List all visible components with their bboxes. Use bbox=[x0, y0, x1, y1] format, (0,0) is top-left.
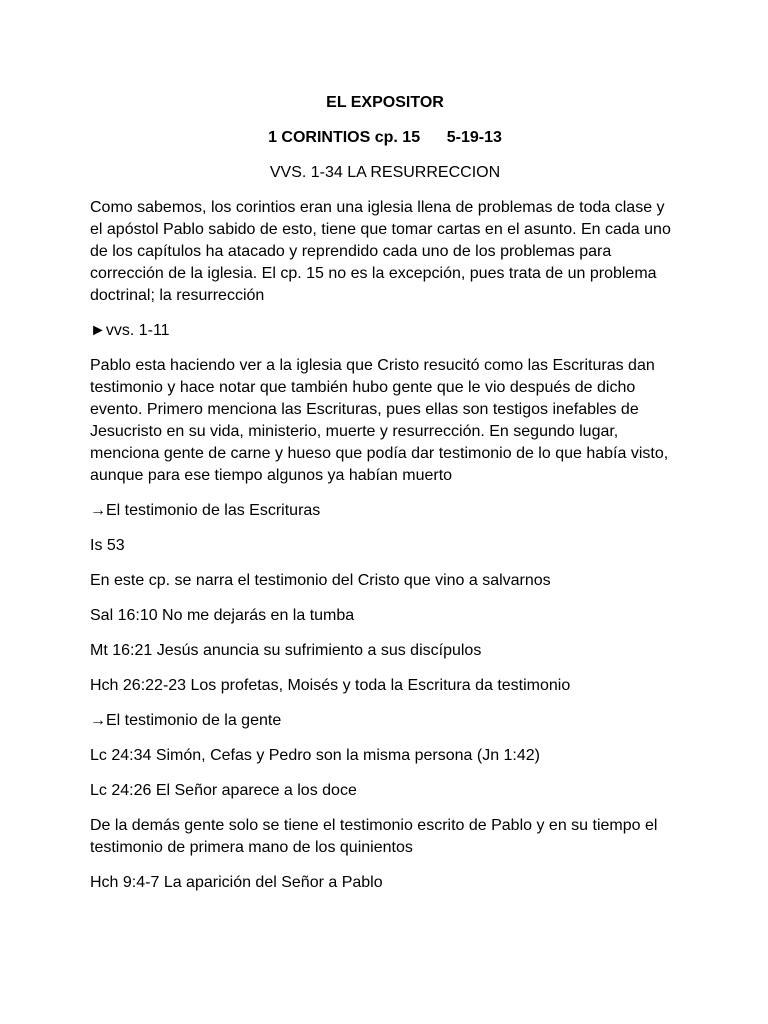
explanation-paragraph: Pablo esta haciendo ver a la iglesia que Cristo resucitó como las Escrituras dan testimonio y hace notar que también hubo gente que le vio después de dicho evento. Primero menciona las Escrituras, pues ellas son testigos inefables de Jesucristo en su vida, ministerio, muerte y resurrección. En segundo lugar, menciona gente de carne y hueso que podía dar testimonio de lo que había visto, aunque para ese tiempo algunos ya habían muerto bbox=[90, 357, 669, 484]
verses-marker: ►vvs. 1-11 bbox=[90, 322, 170, 339]
reference-line: Hch 26:22-23 Los profetas, Moisés y toda la Escritura da testimonio bbox=[90, 677, 571, 694]
scripture-testimony-heading: →El testimonio de las Escrituras bbox=[90, 502, 321, 519]
intro-paragraph: Como sabemos, los corintios eran una iglesia llena de problemas de toda clase y el apóstol Pablo sabido de esto, tiene que tomar cartas en el asunto. En cada uno de los capítulos ha atacado y reprendido cada uno de los problemas para corrección de la iglesia. El cp. 15 no es la excepción, pues trata de un problema doctrinal; la resurrección bbox=[90, 199, 671, 304]
reference-line: Mt 16:21 Jesús anuncia su sufrimiento a sus discípulos bbox=[90, 642, 482, 659]
closing-paragraph: De la demás gente solo se tiene el testimonio escrito de Pablo y en su tiempo el testimonio de primera mano de los quinientos bbox=[90, 817, 658, 856]
reference-line: Is 53 bbox=[90, 537, 125, 554]
document-subtitle: 1 CORINTIOS cp. 15 5-19-13 bbox=[268, 129, 502, 146]
reference-line: Sal 16:10 No me dejarás en la tumba bbox=[90, 607, 355, 624]
reference-line: Hch 9:4-7 La aparición del Señor a Pablo bbox=[90, 874, 383, 891]
reference-line: Lc 24:34 Simón, Cefas y Pedro son la misma persona (Jn 1:42) bbox=[90, 747, 540, 764]
reference-note: En este cp. se narra el testimonio del Cristo que vino a salvarnos bbox=[90, 572, 551, 589]
section-heading: VVS. 1-34 LA RESURRECCION bbox=[269, 164, 501, 181]
document-title: EL EXPOSITOR bbox=[326, 94, 444, 111]
people-testimony-heading: →El testimonio de la gente bbox=[90, 712, 282, 729]
reference-line: Lc 24:26 El Señor aparece a los doce bbox=[90, 782, 357, 799]
